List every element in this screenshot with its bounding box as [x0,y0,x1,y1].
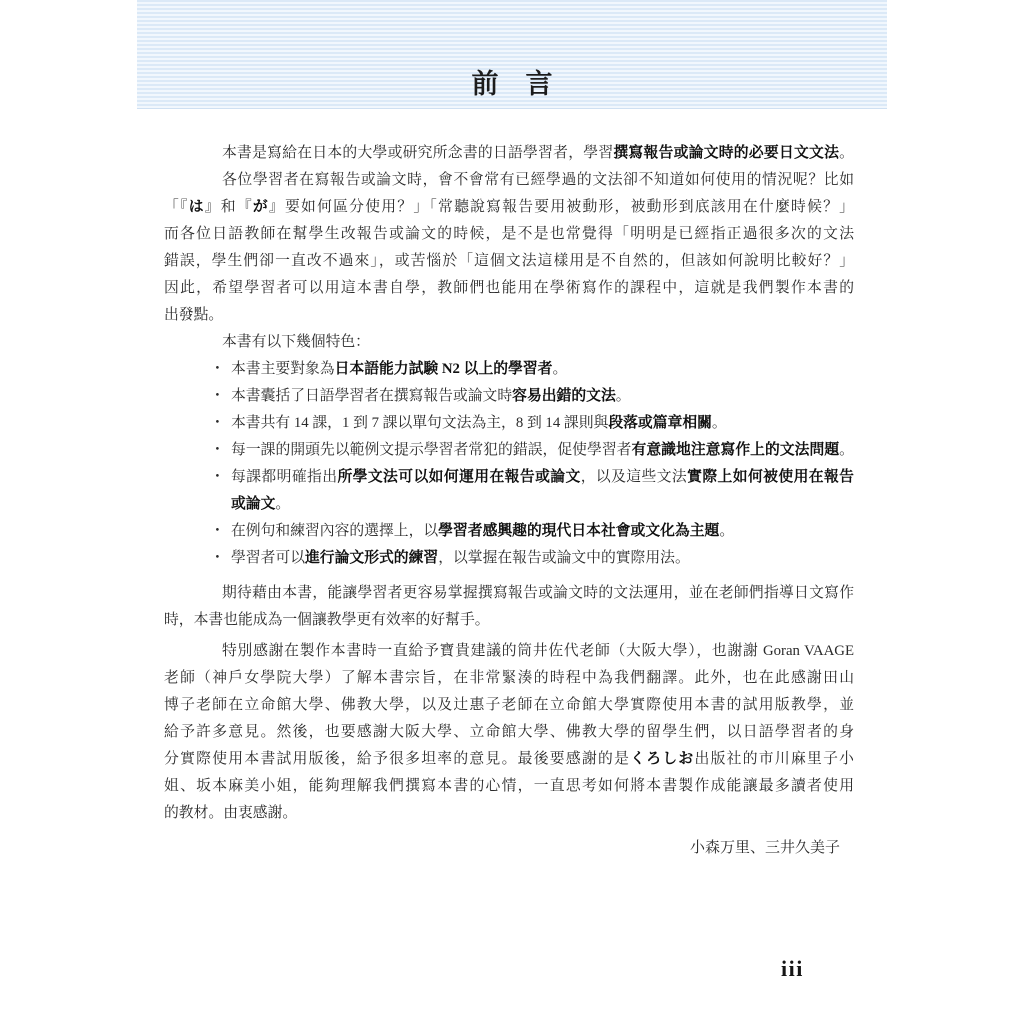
body-text: 。 [275,496,291,512]
body-text: 本書主要對象為 [231,361,335,377]
body-text: ，以掌握在報告或論文中的實際用法。 [438,550,690,566]
body-text: 時，本書也能成為一個讓教學更有效率的好幫手。 [164,612,490,628]
emphasized-text: 撰寫報告或論文時的必要日文文法 [613,145,840,161]
text-line [164,275,854,302]
emphasized-text: 學習者感興趣的現代日本社會或文化為主題 [438,523,720,539]
bullet-dot-icon: ・ [210,550,225,566]
preface-body [164,140,854,862]
bullet-item [164,437,854,464]
body-text: 特別感謝在製作本書時一直給予寶貴建議的筒井佐代老師（大阪大學），也謝謝 Goran VAAGE [222,643,854,659]
bullet-dot-icon: ・ [210,469,225,485]
text-line [164,194,854,221]
body-text: 本書是寫給在日本的大學或研究所念書的日語學習者，學習 [222,145,614,161]
text-line [164,167,854,194]
body-text: 本書有以下幾個特色： [222,334,370,350]
bullet-dot-icon: ・ [210,388,225,404]
body-text: 各位學習者在寫報告或論文時，會不會常有已經學過的文法卻不知道如何使用的情況呢？比如 [222,172,854,188]
page-number: iii [781,956,804,981]
text-line [164,580,854,607]
text-line [164,221,854,248]
emphasized-text: 容易出錯的文法 [512,388,616,404]
body-text: 出發點。 [164,307,224,323]
text-line [164,248,854,275]
emphasized-text: 所學文法可以如何運用在報告或論文 [337,469,581,485]
body-text: 分實際使用本書試用版後，給予很多坦率的意見。最後要感謝的是 [164,751,631,767]
emphasized-text: は [188,199,205,215]
body-text: 。 [839,442,854,458]
body-text: 的教材。由衷感謝。 [164,805,298,821]
emphasized-text: 段落或篇章相關 [608,415,712,431]
emphasized-text: 有意識地注意寫作上的文法問題 [631,442,840,458]
bullet-dot-icon: ・ [210,361,225,377]
bullet-item [164,383,854,410]
bullet-item [164,545,854,572]
body-text: 錯誤，學生們卻一直改不過來」，或苦惱於「這個文法這樣用是不自然的，但該如何說明比較好？」 [164,253,854,269]
body-text: 博子老師在立命館大學、佛教大學，以及辻惠子老師在立命館大學實際使用本書的試用版教學，並 [164,697,854,713]
text-line [164,773,854,800]
body-text: 給予許多意見。然後，也要感謝大阪大學、立命館大學、佛教大學的留學生們，以日語學習者的身 [164,724,854,740]
bullet-dot-icon: ・ [210,415,225,431]
body-text: 。 [719,523,735,539]
body-text: 。 [839,145,854,161]
text-line [164,329,854,356]
body-text: ，以及這些文法 [580,469,688,485]
bullet-item [164,356,854,383]
bullet-dot-icon: ・ [210,442,225,458]
text-line [164,491,854,518]
bullet-dot-icon: ・ [210,523,225,539]
body-text: 因此，希望學習者可以用這本書自學，教師們也能用在學術寫作的課程中，這就是我們製作本書的 [164,280,854,296]
text-line [164,746,854,773]
emphasized-text: 日本語能力試験 N2 以上的學習者 [334,361,553,377]
body-text: 而各位日語教師在幫學生改報告或論文的時候，是不是也常覺得「明明是已經指正過很多次的文法 [164,226,854,242]
bullet-item [164,518,854,545]
text-line [164,800,854,827]
preface-lines [164,140,854,827]
text-line [164,692,854,719]
body-text: 。 [552,361,568,377]
authors-signature: 小森万里、三井久美子 [689,840,840,856]
body-text: 姐、坂本麻美小姐，能夠理解我們撰寫本書的心情，一直思考如何將本書製作成能讓最多讀者使用 [164,778,854,794]
text-line [164,638,854,665]
text-line [164,140,854,167]
emphasized-text: 實際上如何被使用在報告 [687,469,854,485]
body-text: 每一課的開頭先以範例文提示學習者常犯的錯誤，促使學習者 [231,442,632,458]
text-line [164,665,854,692]
body-text: 』和『 [204,199,253,215]
text-line [164,719,854,746]
body-text: 本書囊括了日語學習者在撰寫報告或論文時 [231,388,513,404]
text-line [164,302,854,329]
body-text: 』要如何區分使用？」「常聽說寫報告要用被動形，被動形到底該用在什麼時候？」 [268,199,854,215]
text-line [164,607,854,634]
bullet-item [164,410,854,437]
emphasized-text: 進行論文形式的練習 [305,550,439,566]
body-text: 「『 [164,199,189,215]
body-text: 本書共有 14 課，1 到 7 課以單句文法為主，8 到 14 課則與 [231,415,609,431]
header-band [137,0,887,109]
body-text: 期待藉由本書，能讓學習者更容易掌握撰寫報告或論文時的文法運用，並在老師們指導日文寫作 [222,585,854,601]
body-text: 出版社的市川麻里子小 [694,751,854,767]
bullet-item [164,464,854,491]
body-text: 每課都明確指出 [231,469,338,485]
body-text: 老師（神戶女學院大學）了解本書宗旨，在非常緊湊的時程中為我們翻譯。此外，也在此感謝田山 [164,670,854,686]
emphasized-text: 或論文 [231,496,276,512]
body-text: 學習者可以 [231,550,305,566]
emphasized-text: が [252,199,269,215]
emphasized-text: くろしお [630,751,695,767]
body-text: 。 [711,415,727,431]
page-title: 前 言 [471,69,553,99]
body-text: 。 [615,388,631,404]
body-text: 在例句和練習內容的選擇上，以 [231,523,439,539]
